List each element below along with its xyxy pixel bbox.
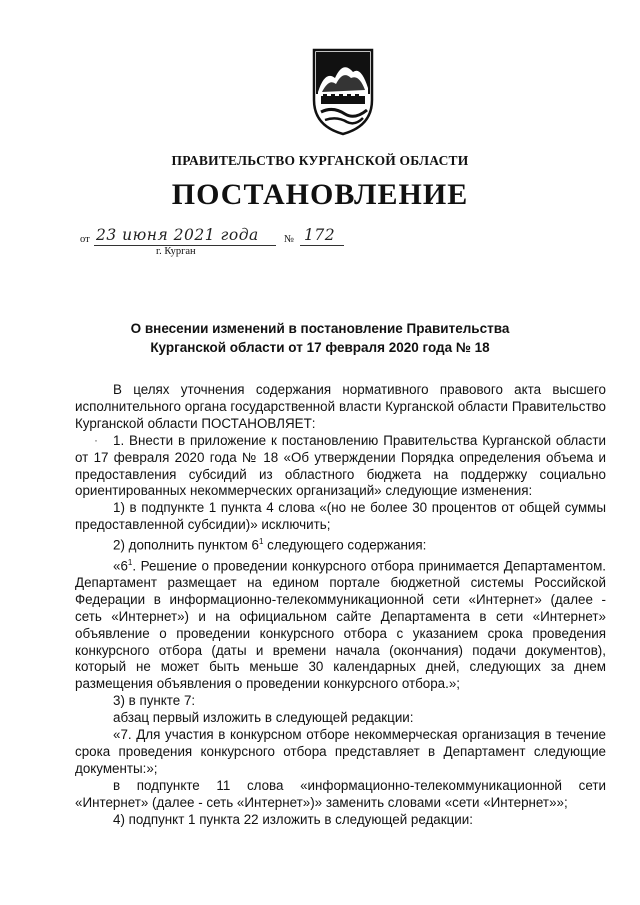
subitem-2-text: 2) дополнить пунктом 6 [113,537,259,553]
document-subject [60,319,580,357]
point-6-1-paragraph [75,555,606,694]
point-6-1-text: . Решение о проведении конкурсного отбора принимается Департаментом. Департамент размещает на едином портале бюджетной системы Российской Федерации в информационно-телекоммуникационной сети «Интернет» (далее - сеть «Интернет») и на официальном сайте Департамента в сети «Интернет» объявление о проведении конкурсного отбора с указанием срока проведения конкурсного отбора (даты и времени начала (окончания) подачи документов), который не может быть меньше 30 календарных дней, следующих за днем размещения объявления о проведении конкурсного отбора.»; [75,558,606,692]
coat-of-arms-icon [311,48,375,136]
subitem-4-paragraph: 4) подпункт 1 пункта 22 изложить в следующей редакции: [113,811,473,827]
superscript: 1 [258,537,264,547]
document-body [75,382,606,829]
city-label: г. Курган [156,246,196,257]
date-number-line [80,225,380,259]
subpoint-11-paragraph: в подпункте 11 слова «информационно-телекоммуникационной сети «Интернет» (далее - сеть «Интернет»)» заменить словами «сети «Интернет»»; [75,777,606,810]
point-7-paragraph: «7. Для участия в конкурсном отборе некоммерческая организация в течение срока проведения конкурсного отбора представляет в Департамент следующие документы:»; [75,727,606,776]
subitem-3-paragraph: 3) в пункте 7: [113,693,196,709]
subject-line-1: О внесении изменений в постановление Правительства [130,321,510,336]
number-label: № [284,234,295,245]
superscript: 1 [127,557,133,567]
item-1-paragraph: 1. Внести в приложение к постановлению Правительства Курганской области от 17 февраля 2020 года № 18 «Об утверждении Порядка определения объема и предоставления субсидий из областного бюджета на поддержку социально ориентированных некоммерческих организаций» следующие изменения: [75,432,606,499]
subitem-1-paragraph: 1) в подпункте 1 пункта 4 слова «(но не более 30 процентов от общей суммы предоставленной субсидии)» исключить; [75,500,606,533]
handwritten-date: 23 июня 2021 года [96,226,259,244]
subitem-2-paragraph [75,534,606,554]
document-type-title: ПОСТАНОВЛЕНИЕ [171,178,469,211]
preamble-paragraph: В целях уточнения содержания нормативного правового акта высшего исполнительного органа государственной власти Курганской области Правительство Курганской области ПОСТАНОВЛЯЕТ: [75,382,606,431]
subitem-2-text-end: следующего содержания: [263,537,427,553]
handwritten-number: 172 [304,226,336,244]
number-underline [300,245,344,246]
scan-speck: · [94,433,98,447]
from-label: от [80,234,90,245]
paragraph-first-text: абзац первый изложить в следующей редакции: [113,710,414,726]
subject-line-2: Курганской области от 17 февраля 2020 года № 18 [150,340,490,355]
point-6-1-start: «6 [113,558,128,573]
organization-name: ПРАВИТЕЛЬСТВО КУРГАНСКОЙ ОБЛАСТИ [171,153,469,168]
